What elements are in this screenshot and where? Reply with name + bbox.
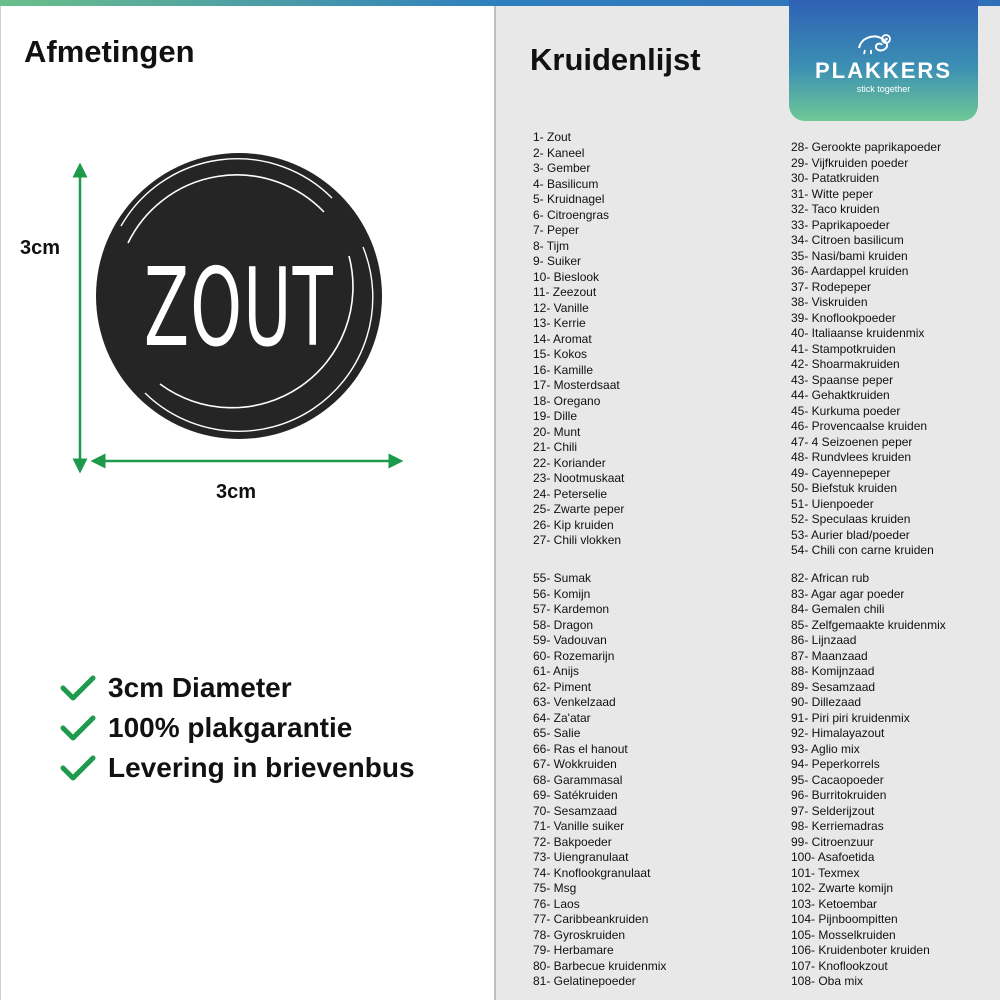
dimensions-heading: Afmetingen <box>24 34 195 69</box>
spice-item: 108- Oba mix <box>791 974 864 988</box>
spice-item: 53- Aurier blad/poeder <box>791 527 910 542</box>
spice-item: 66- Ras el hanout <box>533 741 628 756</box>
spice-column-2 <box>791 140 941 559</box>
feature-item <box>60 668 415 708</box>
spice-item: 34- Citroen basilicum <box>791 233 904 247</box>
feature-text: 3cm Diameter <box>108 672 292 703</box>
spice-item: 13- Kerrie <box>533 316 586 330</box>
spice-item: 1- Zout <box>533 130 572 144</box>
spice-item: 37- Rodepeper <box>791 279 872 294</box>
checkmark-icon <box>60 674 96 702</box>
spice-item: 89- Sesamzaad <box>791 679 876 694</box>
spice-item: 36- Aardappel kruiden <box>791 264 909 278</box>
spice-item: 43- Spaanse peper <box>791 372 894 387</box>
spice-item: 21- Chili <box>533 440 578 454</box>
spice-item: 50- Biefstuk kruiden <box>791 481 898 495</box>
feature-text: Levering in brievenbus <box>108 752 415 783</box>
spice-item: 32- Taco kruiden <box>791 202 880 216</box>
spice-item: 23- Nootmuskaat <box>533 471 625 485</box>
spice-item: 107- Knoflookzout <box>791 958 888 973</box>
spice-item: 27- Chili vlokken <box>533 533 622 547</box>
spice-item: 72- Bakpoeder <box>533 834 612 849</box>
spice-item: 7- Peper <box>533 223 580 237</box>
spice-item: 62- Piment <box>533 679 592 694</box>
spice-item: 104- Pijnboompitten <box>791 912 898 926</box>
spice-item: 94- Peperkorrels <box>791 757 880 771</box>
spice-item: 44- Gehaktkruiden <box>791 388 890 402</box>
spice-item: 81- Gelatinepoeder <box>533 974 636 988</box>
spice-item: 84- Gemalen chili <box>791 602 885 616</box>
spice-item: 31- Witte peper <box>791 186 874 201</box>
spice-item: 4- Basilicum <box>533 176 599 191</box>
spice-item: 8- Tijm <box>533 238 569 253</box>
spice-item: 45- Kurkuma poeder <box>791 403 901 418</box>
spice-item: 71- Vanille suiker <box>533 819 625 833</box>
spice-item: 75- Msg <box>533 881 577 895</box>
spice-item: 3- Gember <box>533 161 591 175</box>
spice-item: 18- Oregano <box>533 393 601 408</box>
spice-item: 77- Caribbeankruiden <box>533 912 649 926</box>
height-label: 3cm <box>20 237 61 259</box>
spice-item: 61- Anijs <box>533 664 580 678</box>
spice-item: 97- Selderijzout <box>791 803 875 818</box>
checkmark-icon <box>60 754 96 782</box>
spice-item: 9- Suiker <box>533 254 582 268</box>
spice-item: 57- Kardemon <box>533 602 610 616</box>
spice-item: 52- Speculaas kruiden <box>791 512 911 526</box>
spice-item: 93- Aglio mix <box>791 741 860 756</box>
spice-item: 41- Stampotkruiden <box>791 341 896 356</box>
spice-item: 47- 4 Seizoenen peper <box>791 434 913 449</box>
spice-item: 99- Citroenzuur <box>791 834 874 849</box>
spice-item: 86- Lijnzaad <box>791 633 857 647</box>
spice-item: 69- Satékruiden <box>533 788 618 802</box>
spice-item: 55- Sumak <box>533 571 592 585</box>
spice-item: 29- Vijfkruiden poeder <box>791 155 909 170</box>
spice-item: 30- Patatkruiden <box>791 171 880 185</box>
spice-item: 38- Viskruiden <box>791 295 868 309</box>
spice-item: 96- Burritokruiden <box>791 788 887 802</box>
spice-item: 22- Koriander <box>533 455 606 470</box>
spice-item: 12- Vanille <box>533 300 589 315</box>
brand-tagline: stick together <box>856 84 911 94</box>
spice-item: 49- Cayennepeper <box>791 465 891 480</box>
spice-item: 35- Nasi/bami kruiden <box>791 248 908 263</box>
spice-item: 19- Dille <box>533 409 578 423</box>
spice-item: 90- Dillezaad <box>791 695 862 709</box>
spice-item: 78- Gyroskruiden <box>533 927 626 942</box>
spice-item: 83- Agar agar poeder <box>791 586 905 601</box>
spice-item: 106- Kruidenboter kruiden <box>791 943 930 957</box>
spice-item: 33- Paprikapoeder <box>791 217 890 232</box>
brand-name: PLAKKERS <box>814 58 952 83</box>
feature-item <box>60 708 415 748</box>
spice-item: 11- Zeezout <box>533 285 597 299</box>
spice-item: 58- Dragon <box>533 617 594 632</box>
spice-item: 95- Cacaopoeder <box>791 772 884 787</box>
spice-item: 54- Chili con carne kruiden <box>791 543 934 557</box>
spice-item: 10- Bieslook <box>533 269 600 284</box>
feature-list <box>60 668 415 788</box>
spice-item: 17- Mosterdsaat <box>533 378 620 392</box>
spice-item: 76- Laos <box>533 896 580 911</box>
spice-item: 82- African rub <box>791 571 870 585</box>
spice-item: 42- Shoarmakruiden <box>791 357 900 371</box>
spice-item: 28- Gerookte paprikapoeder <box>791 140 942 154</box>
spice-item: 91- Piri piri kruidenmix <box>791 710 910 725</box>
spice-item: 80- Barbecue kruidenmix <box>533 958 667 973</box>
spice-item: 68- Garammasal <box>533 772 623 787</box>
spice-list-heading: Kruidenlijst <box>530 42 701 77</box>
spice-item: 60- Rozemarijn <box>533 648 615 663</box>
spice-item: 70- Sesamzaad <box>533 803 618 818</box>
spice-item: 73- Uiengranulaat <box>533 850 629 864</box>
spice-item: 87- Maanzaad <box>791 648 868 663</box>
spice-item: 101- Texmex <box>791 865 860 880</box>
spice-item: 92- Himalayazout <box>791 726 885 740</box>
brand-logo <box>789 0 978 121</box>
spice-item: 16- Kamille <box>533 362 594 377</box>
spice-item: 105- Mosselkruiden <box>791 927 896 942</box>
sticker-dimension-diagram <box>0 0 494 560</box>
spice-item: 59- Vadouvan <box>533 633 607 647</box>
spice-item: 5- Kruidnagel <box>533 192 605 206</box>
spice-item: 56- Komijn <box>533 586 591 601</box>
spice-item: 67- Wokkruiden <box>533 757 617 771</box>
spice-item: 46- Provencaalse kruiden <box>791 419 928 433</box>
spice-item: 64- Za'atar <box>533 710 591 725</box>
spice-item: 85- Zelfgemaakte kruidenmix <box>791 617 946 632</box>
spice-column-1 <box>533 130 624 549</box>
spice-item: 25- Zwarte peper <box>533 502 625 516</box>
spice-item: 15- Kokos <box>533 347 588 361</box>
spice-item: 88- Komijnzaad <box>791 664 875 678</box>
spice-column-3 <box>533 571 666 990</box>
spice-item: 24- Peterselie <box>533 486 608 501</box>
spice-item: 98- Kerriemadras <box>791 819 884 833</box>
feature-item <box>60 748 415 788</box>
width-label: 3cm <box>216 481 257 503</box>
sticker-label: ZOUT <box>144 246 334 371</box>
spice-item: 39- Knoflookpoeder <box>791 310 896 325</box>
spice-item: 102- Zwarte komijn <box>791 881 894 895</box>
spice-column-4 <box>791 571 946 990</box>
chameleon-icon <box>855 30 895 56</box>
spice-item: 63- Venkelzaad <box>533 695 616 709</box>
spice-item: 65- Salie <box>533 726 581 740</box>
checkmark-icon <box>60 714 96 742</box>
spice-item: 2- Kaneel <box>533 145 585 160</box>
spice-item: 103- Ketoembar <box>791 896 878 911</box>
spice-item: 100- Asafoetida <box>791 850 875 864</box>
spice-item: 51- Uienpoeder <box>791 496 874 511</box>
spice-item: 74- Knoflookgranulaat <box>533 865 651 880</box>
spice-item: 20- Munt <box>533 424 581 439</box>
spice-item: 14- Aromat <box>533 331 592 346</box>
spice-item: 6- Citroengras <box>533 207 610 222</box>
spice-item: 40- Italiaanse kruidenmix <box>791 326 925 340</box>
spice-item: 26- Kip kruiden <box>533 517 614 532</box>
spice-item: 79- Herbamare <box>533 943 614 957</box>
spice-item: 48- Rundvlees kruiden <box>791 450 912 464</box>
feature-text: 100% plakgarantie <box>108 712 353 743</box>
